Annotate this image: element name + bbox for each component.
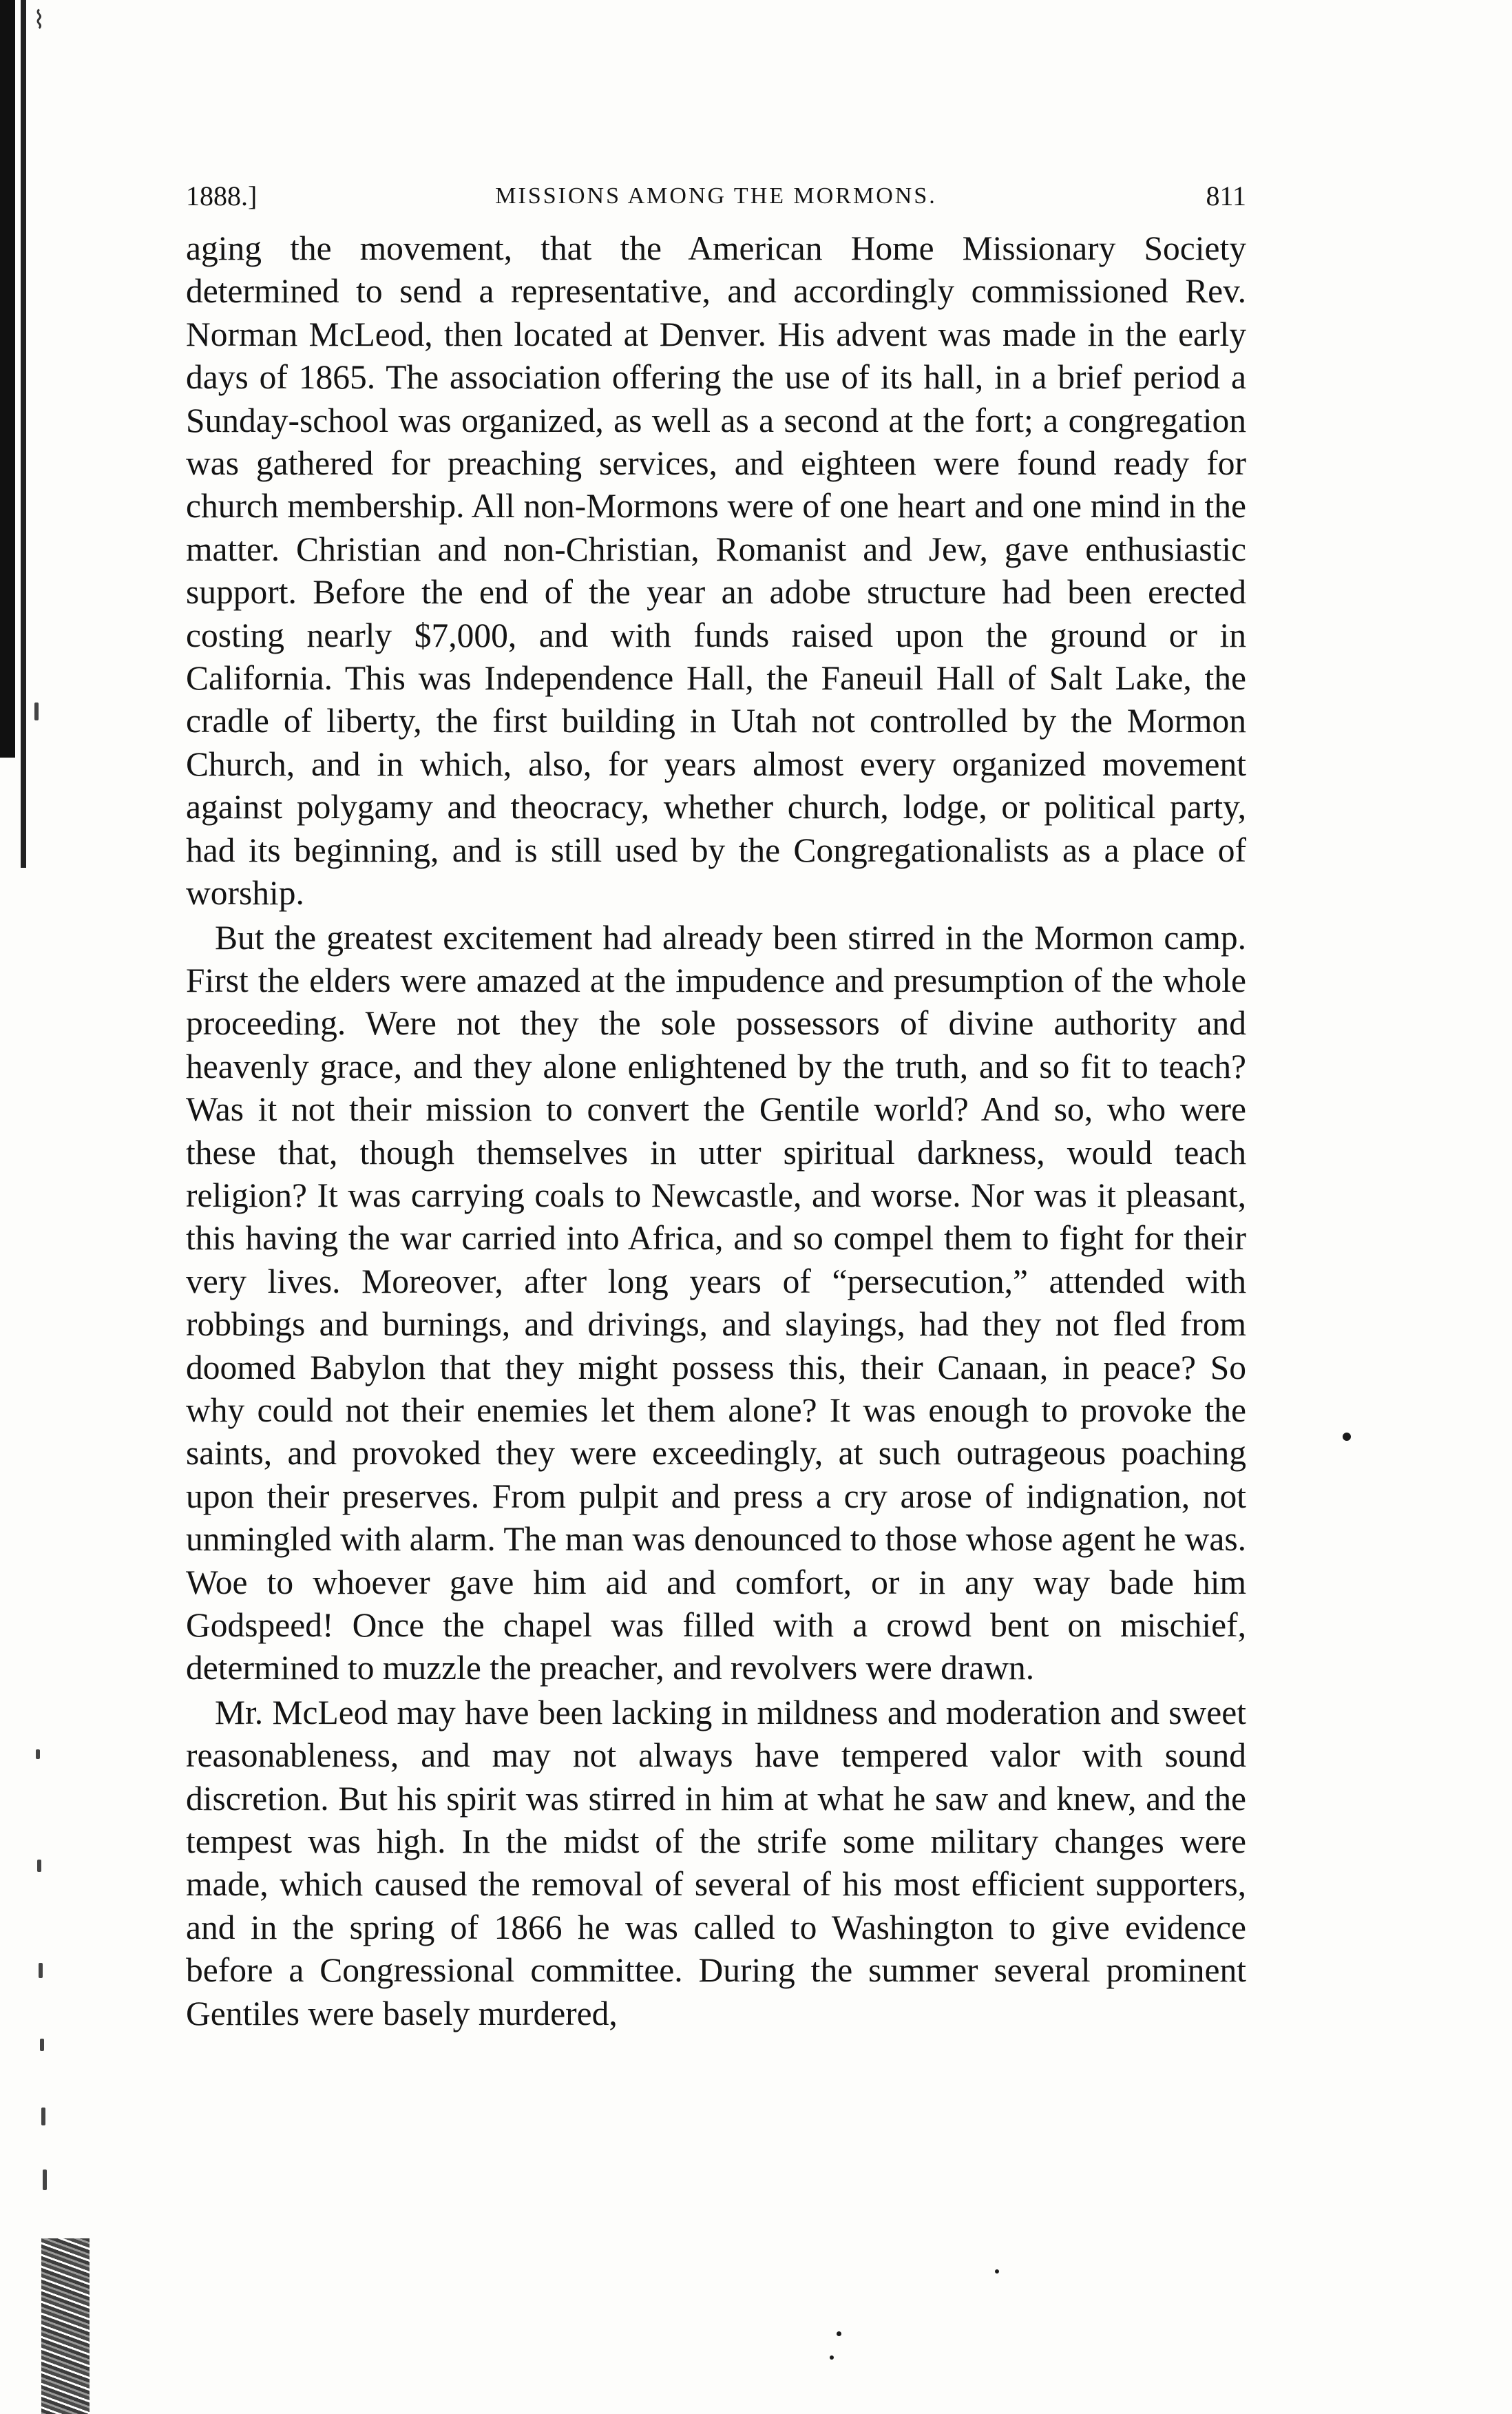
header-year: 1888.] xyxy=(186,180,258,211)
binding-edge xyxy=(0,0,15,758)
paragraph: But the greatest excitement had already been stirred in the Mormon camp. First the elders were amazed at the impudence and presumption of the whole proceeding. Were not they the sole possessors of divine authority and heavenly grace, and they alone enlightened by the truth, and so fit to teach? Was it not their mission to convert the Gentile world? And so, who were these that, though themselves in utter spiritual darkness, would teach religion? It was carrying coals to Newcastle, and worse. Nor was it pleasant, this having the war carried into Africa, and so compel them to fight for their very lives. Moreover, after long years of “persecution,” attended with robbings and burnings, and drivings, and slayings, had they not fled from doomed Babylon that they might possess this, their Canaan, in peace? So why could not their enemies let them alone? It was enough to provoke the saints, and provoked they were exceedingly, at such outrageous poaching upon their preserves. From pulpit and press a cry arose of indignation, not unmingled with alarm. The man was denounced to those whose agent he was. Woe to whoever gave him aid and comfort, or in any way bade him Godspeed! Once the chapel was filled with a crowd bent on mischief, determined to muzzle the preacher, and revolvers were drawn. xyxy=(186,918,1246,1687)
running-title: MISSIONS AMONG THE MORMONS. xyxy=(495,183,937,209)
edge-speck xyxy=(43,2170,47,2190)
stray-ink-dot xyxy=(995,2269,999,2273)
article-body xyxy=(186,227,1246,2037)
binding-edge-line xyxy=(21,0,26,868)
binding-corner-mark: ⌇ xyxy=(33,6,45,34)
running-header xyxy=(186,176,1246,217)
paragraph: Mr. McLeod may have been lacking in mildness and moderation and sweet reasonableness, and may not always have tempered valor with sound discretion. But his spirit was stirred in him at what he saw and knew, and the tempest was high. In the midst of the strife some military changes were made, which caused the removal of several of his most efficient supporters, and in the spring of 1866 he was called to Washington to give evidence before a Congressional committee. During the summer several prominent Gentiles were basely murdered, xyxy=(186,1693,1246,2032)
edge-speck xyxy=(41,2108,45,2125)
paragraph-continued: aging the movement, that the American Home Missionary Society determined to send a representative, and accordingly commissioned Rev. Norman McLeod, then located at Denver. His advent was made in the early days of 1865. The association offering the use of its hall, in a brief period a Sunday-school was organized, as well as a second at the fort; a congregation was gathered for preaching services, and eighteen were found ready for church membership. All non-Mormons were of one heart and one mind in the matter. Christian and non-Christian, Romanist and Jew, gave enthusiastic support. Before the end of the year an adobe structure had been erected costing nearly $7,000, and with funds raised upon the ground or in California. This was Independence Hall, the Faneuil Hall of Salt Lake, the cradle of liberty, the first building in Utah not controlled by the Mormon Church, and in which, also, for years almost every organized movement against polygamy and theocracy, whether church, lodge, or political party, had its beginning, and is still used by the Congregationalists as a place of worship. xyxy=(186,229,1246,913)
scan-noise xyxy=(41,2238,90,2414)
stray-ink-dot xyxy=(1343,1433,1351,1441)
edge-speck xyxy=(39,1963,43,1978)
edge-speck xyxy=(37,1860,41,1872)
edge-speck xyxy=(40,2039,44,2051)
stray-ink-dot xyxy=(830,2355,834,2360)
edge-speck xyxy=(34,703,39,720)
stray-ink-dot xyxy=(837,2331,841,2336)
page-number: 811 xyxy=(1206,180,1246,211)
edge-speck xyxy=(36,1749,40,1759)
